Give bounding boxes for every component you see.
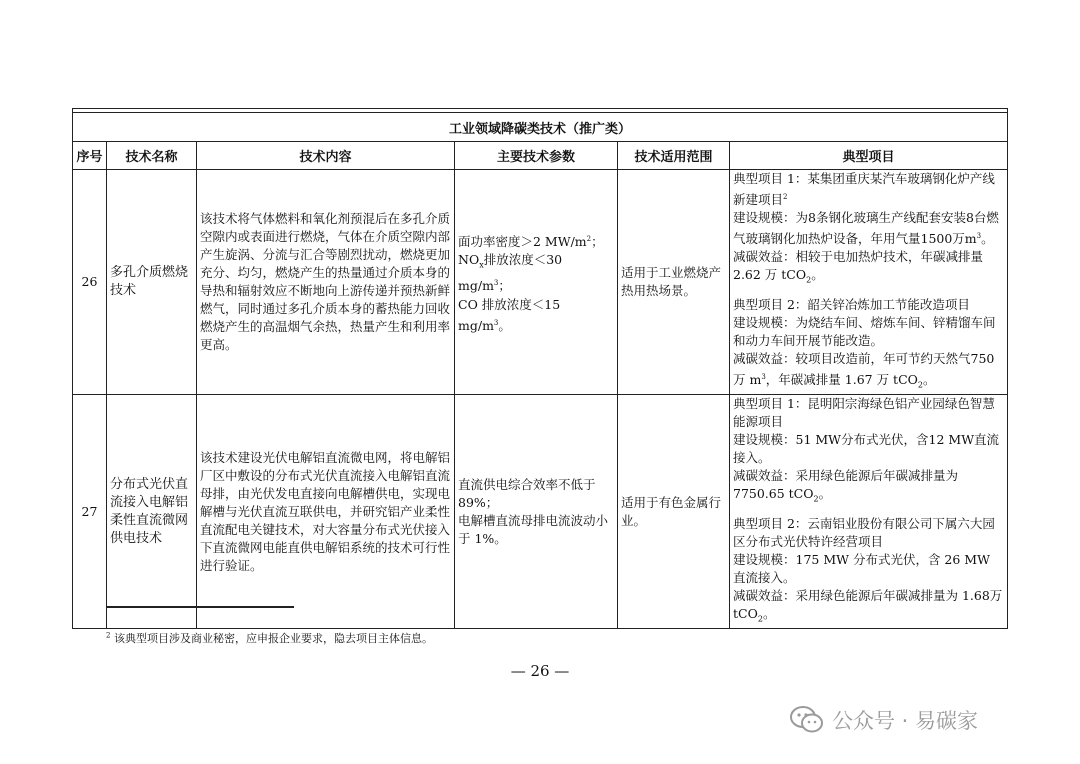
header-no: 序号: [73, 142, 107, 170]
project-scale: 建设规模：175 MW 分布式光伏，含 26 MW 直流接入。: [733, 551, 990, 585]
project-benefit: 减碳效益：采用绿色能源后年碳减排量为 1.68万 tCO$_2$。: [733, 587, 1003, 624]
table-row: [73, 170, 1008, 395]
tech-scope: 适用于有色金属行业。: [618, 395, 730, 629]
tech-scope: 适用于工业燃烧产热用热场景。: [618, 170, 730, 395]
wechat-icon: [790, 705, 824, 735]
project-scale: 建设规模：为烧结车间、熔炼车间、锌精馏车间和动力车间开展节能改造。: [733, 314, 996, 348]
param-line: $NO_x$排放浓度＜30 $mg/m^3$；: [458, 251, 563, 294]
project-title: 典型项目 2：云南铝业股份有限公司下属六大园区分布式光伏特许经营项目: [733, 515, 995, 549]
project-scale: 建设规模：51 MW分布式光伏，含12 MW直流接入。: [733, 432, 1000, 466]
project-scale: 建设规模：为8条钢化玻璃生产线配套安装8台燃气玻璃钢化加热炉设备，年用气量1500万$m^3$。: [733, 210, 999, 247]
header-projects: 典型项目: [730, 142, 1008, 170]
project-title: 典型项目 1：某集团重庆某汽车玻璃钢化炉产线新建项目$^2$: [733, 171, 995, 208]
footnote-mark: 2: [106, 631, 111, 640]
project-benefit: 减碳效益：较项目改造前，年可节约天然气750 万 $m^3$，年碳减排量 1.67 万 tCO$_2$。: [733, 350, 995, 390]
typical-projects: [730, 395, 1008, 629]
param-line: CO 排放浓度＜15 $mg/m^3$。: [458, 296, 561, 333]
tech-name: 多孔介质燃烧技术: [107, 170, 197, 395]
header-name: 技术名称: [107, 142, 197, 170]
tech-content: 该技术将气体燃料和氧化剂预混后在多孔介质空隙内或表面进行燃烧，气体在介质空隙内部产生旋涡、分流与汇合等剧烈扰动，燃烧更加充分、均匀，燃烧产生的热量通过介质本身的导热和辐射效应不断地向上游传递并预热新鲜燃气，同时通过多孔介质本身的蓄热能力回收燃烧产生的高温烟气余热，热量产生和利用率更高。: [197, 170, 455, 395]
watermark-text: 公众号 · 易碳家: [832, 709, 979, 733]
tech-name: 分布式光伏直流接入电解铝柔性直流微网供电技术: [107, 395, 197, 629]
tech-content: 该技术建设光伏电解铝直流微电网，将电解铝厂区中敷设的分布式光伏直流接入电解铝直流母排，由光伏发电直接向电解槽供电，实现电解槽与光伏直流互联供电，并研究铝产业柔性直流配电关键技术，对大容量分布式光伏接入下直流微网电能直供电解铝系统的技术可行性进行验证。: [197, 395, 455, 629]
param-line: 电解槽直流母排电流波动小于 1%。: [458, 512, 609, 546]
project-benefit: 减碳效益：采用绿色能源后年碳减排量为7750.65 tCO$_2$。: [733, 468, 959, 504]
footnote-ref: 2: [783, 193, 788, 201]
project-title: 典型项目 2：韶关锌冶炼加工节能改造项目: [733, 296, 970, 312]
table-row: [73, 395, 1008, 629]
param-line: 直流供电综合效率不低于 89%；: [458, 476, 596, 510]
table-title: 工业领域降碳类技术（推广类）: [73, 113, 1008, 142]
footnote-divider: [107, 606, 294, 608]
header-scope: 技术适用范围: [618, 142, 730, 170]
header-params: 主要技术参数: [455, 142, 618, 170]
project-benefit: 减碳效益：相较于电加热炉技术，年碳减排量2.62 万 tCO$_2$。: [733, 249, 984, 285]
table-header-row: [73, 142, 1008, 170]
header-content: 技术内容: [197, 142, 455, 170]
param-line: 面功率密度＞2 $MW/m^2$；: [458, 233, 604, 249]
footnote-text: 该典型项目涉及商业秘密，应申报企业要求，隐去项目主体信息。: [113, 632, 433, 645]
tech-table: [72, 108, 1008, 629]
footnote: [106, 630, 433, 646]
tech-table-wrapper: [72, 108, 1007, 629]
project-title: 典型项目 1：昆明阳宗海绿色铝产业园绿色智慧能源项目: [733, 396, 995, 430]
tech-params: [455, 395, 618, 629]
row-number: 26: [73, 170, 107, 395]
row-number: 27: [73, 395, 107, 629]
watermark: [790, 705, 978, 735]
page-number: — 26 —: [510, 662, 570, 680]
tech-params: [455, 170, 618, 395]
typical-projects: [730, 170, 1008, 395]
